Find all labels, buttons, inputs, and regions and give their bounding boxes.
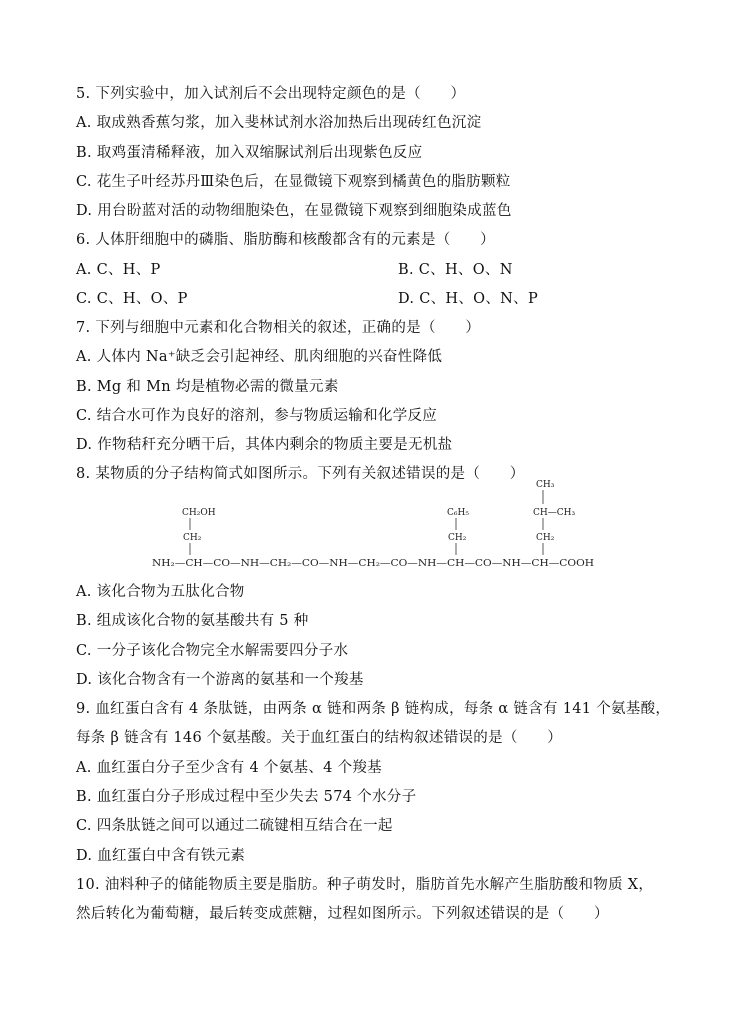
q9-option-b: B. 血红蛋白分子形成过程中至少失去 574 个水分子 [76, 789, 417, 805]
r1-mid-label: CH₂ [183, 533, 202, 543]
q6-stem: 6. 人体肝细胞中的磷脂、脂肪酶和核酸都含有的元素是（ ） [76, 232, 495, 248]
q10-stem-line1: 10. 油料种子的储能物质主要是脂肪。种子萌发时，脂肪首先水解产生脂肪酸和物质 X， [76, 877, 654, 893]
q9-option-c: C. 四条肽链之间可以通过二硫键相互结合在一起 [76, 818, 393, 834]
q8-option-c: C. 一分子该化合物完全水解需要四分子水 [76, 643, 349, 659]
peptide-main-chain: NH₂—CH—CO—NH—CH₂—CO—NH—CH₂—CO—NH—CH—CO—NH—CH—COOH [152, 559, 595, 569]
r1-top-label: CH₂OH [182, 508, 216, 518]
q10-stem-line2: 然后转化为葡萄糖，最后转变成蔗糖，过程如图所示。下列叙述错误的是（ ） [76, 906, 609, 922]
q6-option-a: A. C、H、P [76, 262, 161, 278]
q6-option-b: B. C、H、O、N [398, 262, 513, 278]
q7-option-c: C. 结合水可作为良好的溶剂，参与物质运输和化学反应 [76, 408, 438, 424]
q7-option-a: A. 人体内 Na⁺缺乏会引起神经、肌肉细胞的兴奋性降低 [76, 349, 443, 365]
q8-option-a: A. 该化合物为五肽化合物 [76, 584, 245, 600]
q6-option-c: C. C、H、O、P [76, 291, 188, 307]
peptide-structure-diagram [140, 478, 610, 574]
q5-option-b: B. 取鸡蛋清稀释液，加入双缩脲试剂后出现紫色反应 [76, 145, 423, 161]
q9-stem-line2: 每条 β 链含有 146 个氨基酸。关于血红蛋白的结构叙述错误的是（ ） [76, 730, 563, 746]
r5-top-label: CH₃ [536, 480, 555, 490]
q6-option-d: D. C、H、O、N、P [398, 291, 538, 307]
q9-option-d: D. 血红蛋白中含有铁元素 [76, 848, 246, 864]
q8-option-d: D. 该化合物含有一个游离的氨基和一个羧基 [76, 672, 364, 688]
q7-stem: 7. 下列与细胞中元素和化合物相关的叙述，正确的是（ ） [76, 320, 481, 336]
r4-mid-label: CH₂ [448, 533, 467, 543]
q5-option-d: D. 用台盼蓝对活的动物细胞染色，在显微镜下观察到细胞染成蓝色 [76, 203, 512, 219]
q7-option-d: D. 作物秸秆充分晒干后，其体内剩余的物质主要是无机盐 [76, 437, 453, 453]
q7-option-b: B. Mg 和 Mn 均是植物必需的微量元素 [76, 379, 339, 395]
q5-option-c: C. 花生子叶经苏丹Ⅲ染色后，在显微镜下观察到橘黄色的脂肪颗粒 [76, 174, 511, 190]
r5-low-label: CH₂ [536, 533, 555, 543]
q5-option-a: A. 取成熟香蕉匀浆，加入斐林试剂水浴加热后出现砖红色沉淀 [76, 115, 482, 131]
q8-stem: 8. 某物质的分子结构简式如图所示。下列有关叙述错误的是（ ） [76, 466, 525, 482]
q8-option-b: B. 组成该化合物的氨基酸共有 5 种 [76, 613, 309, 629]
q5-stem: 5. 下列实验中，加入试剂后不会出现特定颜色的是（ ） [76, 86, 466, 102]
r4-top-label: C₆H₅ [447, 508, 469, 518]
q9-option-a: A. 血红蛋白分子至少含有 4 个氨基、4 个羧基 [76, 760, 382, 776]
r5-mid-label: CH—CH₃ [533, 508, 576, 518]
q9-stem-line1: 9. 血红蛋白含有 4 条肽链，由两条 α 链和两条 β 链构成，每条 α 链含有 141 个氨基酸， [76, 701, 671, 717]
